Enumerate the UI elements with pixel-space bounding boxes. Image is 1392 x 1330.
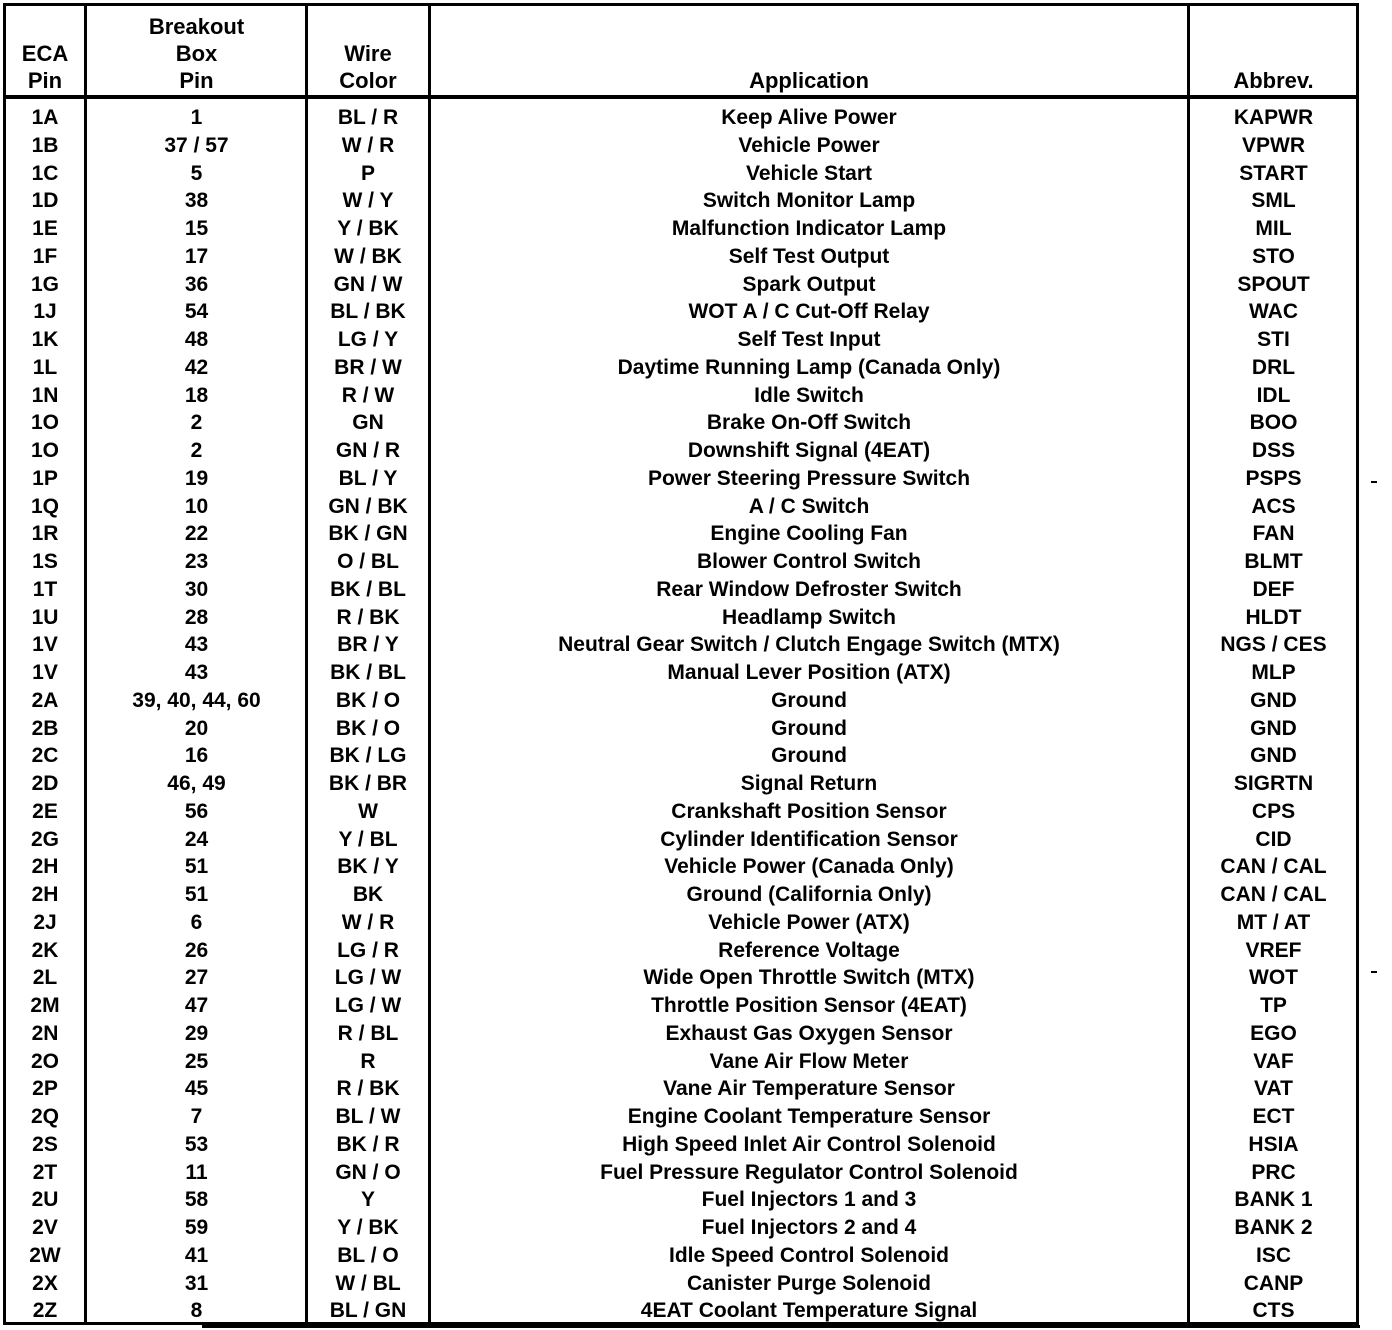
table-row xyxy=(0,1186,1360,1214)
eca-pin-cell: 1R xyxy=(31,522,59,546)
application-cell: Idle Speed Control Solenoid xyxy=(668,1243,949,1267)
table-row xyxy=(0,1214,1360,1242)
eca-pin-cell: 2U xyxy=(31,1188,59,1212)
application-cell: Vane Air Temperature Sensor xyxy=(663,1077,955,1101)
table-row xyxy=(0,826,1360,854)
eca-pin-cell: 2K xyxy=(31,938,59,962)
eca-pin-cell: 1V xyxy=(32,633,58,657)
wire-color-cell: BL / O xyxy=(337,1243,399,1267)
application-cell: Fuel Injectors 1 and 3 xyxy=(701,1188,917,1212)
table-row xyxy=(0,132,1360,160)
header-breakout-box-pin xyxy=(90,8,303,94)
eca-pin-cell: 2H xyxy=(31,883,59,906)
eca-pin-cell: 2S xyxy=(32,1132,58,1156)
abbrev-cell: CANP xyxy=(1243,1271,1304,1295)
header-breakout-line: Breakout xyxy=(148,14,245,39)
eca-pin-cell: 1L xyxy=(32,355,58,379)
breakout-pin-cell: 20 xyxy=(184,716,209,740)
abbrev-cell: KAPWR xyxy=(1233,106,1314,129)
table-row xyxy=(0,1159,1360,1187)
application-cell: Self Test Output xyxy=(728,244,890,268)
application-cell: Vehicle Start xyxy=(745,161,873,185)
table-row xyxy=(0,104,1360,132)
breakout-pin-cell: 18 xyxy=(184,383,209,407)
abbrev-cell: STI xyxy=(1257,328,1290,351)
abbrev-cell: WAC xyxy=(1249,300,1298,324)
abbrev-cell: MLP xyxy=(1251,661,1296,684)
application-cell: Ground xyxy=(771,688,847,712)
breakout-pin-cell: 39, 40, 44, 60 xyxy=(132,688,261,712)
breakout-pin-cell: 1 xyxy=(190,106,203,129)
eca-pin-cell: 1J xyxy=(33,300,57,324)
wire-color-cell: Y / BK xyxy=(337,217,399,240)
application-cell: Ground xyxy=(771,744,847,768)
breakout-pin-cell: 26 xyxy=(184,938,209,962)
abbrev-cell: VPWR xyxy=(1242,133,1305,157)
abbrev-cell: MIL xyxy=(1255,217,1292,240)
bottom-rule xyxy=(202,1325,1360,1328)
eca-pin-cell: 1N xyxy=(31,383,59,407)
abbrev-cell: IDL xyxy=(1256,383,1291,407)
wire-color-cell: GN / R xyxy=(335,439,401,462)
wire-color-cell: P xyxy=(360,161,375,185)
eca-pin-cell: 2C xyxy=(31,744,59,768)
wire-color-cell: BK / GN xyxy=(328,522,408,546)
abbrev-cell: VAT xyxy=(1254,1077,1293,1101)
eca-pin-cell: 1Q xyxy=(30,494,59,518)
abbrev-cell: VREF xyxy=(1245,938,1302,962)
abbrev-cell: CPS xyxy=(1251,799,1296,823)
table-row xyxy=(0,1103,1360,1131)
abbrev-cell: BANK 1 xyxy=(1234,1188,1313,1212)
application-cell: Daytime Running Lamp (Canada Only) xyxy=(617,355,1001,379)
breakout-pin-cell: 37 / 57 xyxy=(164,133,229,157)
abbrev-cell: DEF xyxy=(1252,577,1295,601)
eca-pin-cell: 2P xyxy=(32,1077,58,1101)
wire-color-cell: GN / O xyxy=(335,1160,401,1184)
breakout-pin-cell: 29 xyxy=(184,1021,209,1045)
wire-color-cell: W / R xyxy=(341,133,395,157)
abbrev-cell: EGO xyxy=(1250,1021,1297,1045)
application-cell: Exhaust Gas Oxygen Sensor xyxy=(665,1021,953,1045)
table-row xyxy=(0,604,1360,632)
breakout-pin-cell: 2 xyxy=(190,411,203,435)
margin-tick xyxy=(1371,481,1377,483)
wire-color-cell: BK / BL xyxy=(330,661,406,684)
breakout-pin-cell: 54 xyxy=(184,300,209,324)
wire-color-cell: Y / BL xyxy=(338,827,398,851)
abbrev-cell: DRL xyxy=(1251,355,1296,379)
breakout-pin-cell: 19 xyxy=(184,466,209,490)
abbrev-cell: NGS / CES xyxy=(1220,633,1327,657)
header-abbrev xyxy=(1191,8,1356,94)
application-cell: Throttle Position Sensor (4EAT) xyxy=(651,994,967,1017)
header-breakout-line: Box xyxy=(175,41,218,66)
breakout-pin-cell: 45 xyxy=(184,1077,209,1101)
table-row xyxy=(0,964,1360,992)
table-row xyxy=(0,548,1360,576)
application-cell: Fuel Pressure Regulator Control Solenoid xyxy=(600,1160,1018,1184)
wire-color-cell: LG / Y xyxy=(337,328,399,351)
application-cell: Manual Lever Position (ATX) xyxy=(667,661,951,684)
abbrev-cell: CID xyxy=(1255,827,1292,851)
wire-color-cell: GN xyxy=(352,411,384,435)
eca-pin-cell: 2O xyxy=(30,1049,59,1073)
wire-color-cell: BL / Y xyxy=(338,466,398,490)
table-row xyxy=(0,1020,1360,1048)
table-row xyxy=(0,520,1360,548)
application-cell: Engine Cooling Fan xyxy=(710,522,908,546)
breakout-pin-cell: 16 xyxy=(184,744,209,768)
application-cell: Wide Open Throttle Switch (MTX) xyxy=(643,966,975,990)
eca-pin-cell: 1U xyxy=(31,605,59,629)
eca-pin-cell: 1F xyxy=(32,244,58,268)
breakout-pin-cell: 31 xyxy=(184,1271,209,1295)
breakout-pin-cell: 28 xyxy=(184,605,209,629)
wire-color-cell: LG / R xyxy=(337,938,399,962)
eca-pin-cell: 2Q xyxy=(30,1105,59,1128)
table-row xyxy=(0,1131,1360,1159)
table-row xyxy=(0,853,1360,881)
eca-pin-cell: 1T xyxy=(32,577,58,601)
table-row xyxy=(0,437,1360,465)
eca-pin-cell: 1E xyxy=(32,217,58,240)
wire-color-cell: BK xyxy=(352,883,384,906)
application-cell: Self Test Input xyxy=(737,328,881,351)
table-row xyxy=(0,742,1360,770)
breakout-pin-cell: 8 xyxy=(190,1299,203,1323)
wire-color-cell: W xyxy=(358,799,378,823)
breakout-pin-cell: 56 xyxy=(184,799,209,823)
breakout-pin-cell: 22 xyxy=(184,522,209,546)
eca-pin-cell: 1B xyxy=(31,133,59,157)
abbrev-cell: HSIA xyxy=(1248,1132,1299,1156)
wire-color-cell: LG / W xyxy=(334,966,402,990)
application-cell: A / C Switch xyxy=(748,494,870,518)
abbrev-cell: GND xyxy=(1250,716,1297,740)
header-application xyxy=(433,8,1185,94)
table-row xyxy=(0,881,1360,909)
abbrev-cell: ISC xyxy=(1255,1243,1291,1267)
breakout-pin-cell: 53 xyxy=(184,1132,209,1156)
eca-pin-cell: 2M xyxy=(30,994,60,1017)
abbrev-cell: FAN xyxy=(1252,522,1295,546)
wire-color-cell: Y / BK xyxy=(337,1216,399,1239)
abbrev-cell: BOO xyxy=(1249,411,1298,435)
table-row xyxy=(0,687,1360,715)
abbrev-cell: TP xyxy=(1260,994,1287,1017)
wire-color-cell: W / Y xyxy=(342,189,394,213)
table-row xyxy=(0,770,1360,798)
wire-color-cell: R / BL xyxy=(337,1021,399,1045)
eca-pin-cell: 1P xyxy=(32,466,58,490)
application-cell: 4EAT Coolant Temperature Signal xyxy=(640,1299,978,1323)
eca-pin-cell: 1V xyxy=(32,661,58,684)
wire-color-cell: BL / BK xyxy=(330,300,406,324)
table-row xyxy=(0,992,1360,1020)
application-cell: Power Steering Pressure Switch xyxy=(647,466,971,490)
application-cell: Headlamp Switch xyxy=(722,605,896,629)
application-cell: Cylinder Identification Sensor xyxy=(660,827,958,851)
wire-color-cell: O / BL xyxy=(337,550,399,573)
table-body xyxy=(0,104,1360,1325)
application-cell: Rear Window Defroster Switch xyxy=(656,577,962,601)
wire-color-cell: R / W xyxy=(341,383,395,407)
abbrev-cell: MT / AT xyxy=(1236,910,1311,934)
abbrev-cell: STO xyxy=(1252,244,1295,268)
breakout-pin-cell: 43 xyxy=(184,633,209,657)
abbrev-cell: BANK 2 xyxy=(1234,1216,1313,1239)
abbrev-cell: PSPS xyxy=(1245,466,1302,490)
wire-color-cell: BK / BL xyxy=(330,577,406,601)
breakout-pin-cell: 27 xyxy=(184,966,209,990)
table-row xyxy=(0,631,1360,659)
abbrev-cell: CAN / CAL xyxy=(1220,855,1327,879)
wire-color-cell: BL / R xyxy=(337,106,399,129)
table-row xyxy=(0,465,1360,493)
application-cell: Fuel Injectors 2 and 4 xyxy=(701,1216,917,1239)
breakout-pin-cell: 17 xyxy=(184,244,209,268)
table-row xyxy=(0,1242,1360,1270)
eca-pin-cell: 2J xyxy=(33,910,57,934)
table-row xyxy=(0,715,1360,743)
breakout-pin-cell: 58 xyxy=(184,1188,209,1212)
breakout-pin-cell: 48 xyxy=(184,328,209,351)
header-wire-color-line: Wire xyxy=(344,41,392,66)
wire-color-cell: Y xyxy=(360,1188,375,1212)
application-cell: Downshift Signal (4EAT) xyxy=(687,439,931,462)
breakout-pin-cell: 42 xyxy=(184,355,209,379)
table-row xyxy=(0,493,1360,521)
eca-pin-cell: 2N xyxy=(31,1021,59,1045)
wire-color-cell: GN / W xyxy=(333,272,403,296)
header-application-line: Application xyxy=(749,68,869,93)
eca-pin-cell: 2A xyxy=(31,688,59,712)
wire-color-cell: LG / W xyxy=(334,994,402,1017)
application-cell: Idle Switch xyxy=(754,383,864,407)
table-row xyxy=(0,576,1360,604)
application-cell: High Speed Inlet Air Control Solenoid xyxy=(622,1132,996,1156)
breakout-pin-cell: 38 xyxy=(184,189,209,213)
breakout-pin-cell: 51 xyxy=(184,883,209,906)
wire-color-cell: BR / Y xyxy=(337,633,399,657)
application-cell: Spark Output xyxy=(742,272,876,296)
table-row xyxy=(0,187,1360,215)
eca-pin-cell: 2E xyxy=(32,799,58,823)
abbrev-cell: ACS xyxy=(1251,494,1296,518)
header-breakout-line: Pin xyxy=(179,68,214,93)
application-cell: Vehicle Power (ATX) xyxy=(708,910,910,934)
wire-color-cell: BK / O xyxy=(335,688,401,712)
breakout-pin-cell: 43 xyxy=(184,661,209,684)
wire-color-cell: W / R xyxy=(341,910,395,934)
header-wire-color xyxy=(309,8,427,94)
table-row xyxy=(0,298,1360,326)
application-cell: Crankshaft Position Sensor xyxy=(671,799,947,823)
wire-color-cell: R / BK xyxy=(336,1077,400,1101)
abbrev-cell: START xyxy=(1239,161,1308,185)
table-row xyxy=(0,326,1360,354)
breakout-pin-cell: 36 xyxy=(184,272,209,296)
table-row xyxy=(0,1297,1360,1325)
table-row xyxy=(0,909,1360,937)
application-cell: Brake On-Off Switch xyxy=(706,411,912,435)
abbrev-cell: PRC xyxy=(1251,1160,1296,1184)
table-row xyxy=(0,937,1360,965)
breakout-pin-cell: 7 xyxy=(190,1105,203,1128)
breakout-pin-cell: 10 xyxy=(184,494,209,518)
abbrev-cell: GND xyxy=(1250,688,1297,712)
breakout-pin-cell: 47 xyxy=(184,994,209,1017)
table-row xyxy=(0,1270,1360,1298)
table-row xyxy=(0,1075,1360,1103)
eca-pin-cell: 1G xyxy=(30,272,59,296)
application-cell: Ground (California Only) xyxy=(686,883,932,906)
table-row xyxy=(0,659,1360,687)
eca-pin-cell: 2B xyxy=(31,716,59,740)
application-cell: Vehicle Power xyxy=(738,133,880,157)
wire-color-cell: BK / BR xyxy=(328,772,408,795)
abbrev-cell: ECT xyxy=(1252,1105,1295,1128)
wire-color-cell: BL / W xyxy=(335,1105,401,1128)
breakout-pin-cell: 59 xyxy=(184,1216,209,1239)
breakout-pin-cell: 51 xyxy=(184,855,209,879)
eca-pin-cell: 1A xyxy=(31,106,59,129)
application-cell: WOT A / C Cut-Off Relay xyxy=(688,300,930,324)
abbrev-cell: SPOUT xyxy=(1237,272,1310,296)
eca-pin-cell: 2X xyxy=(32,1271,58,1295)
eca-pin-cell: 2D xyxy=(31,772,59,795)
eca-pin-cell: 2G xyxy=(30,827,59,851)
breakout-pin-cell: 23 xyxy=(184,550,209,573)
eca-pin-cell: 2L xyxy=(32,966,58,990)
table-row xyxy=(0,382,1360,410)
breakout-pin-cell: 25 xyxy=(184,1049,209,1073)
eca-pin-cell: 1D xyxy=(31,189,59,213)
eca-pin-cell: 2V xyxy=(32,1216,58,1239)
application-cell: Switch Monitor Lamp xyxy=(702,189,916,213)
abbrev-cell: HLDT xyxy=(1245,605,1302,629)
header-eca-pin-line: ECA xyxy=(21,41,69,66)
breakout-pin-cell: 6 xyxy=(190,910,203,934)
wire-color-cell: BK / Y xyxy=(337,855,399,879)
table-row xyxy=(0,160,1360,188)
eca-pin-cell: 2W xyxy=(29,1243,61,1267)
header-wire-color-line: Color xyxy=(339,68,397,93)
margin-tick xyxy=(1371,971,1377,973)
eca-pin-cell: 1K xyxy=(31,328,59,351)
eca-pin-cell: 1C xyxy=(31,161,59,185)
breakout-pin-cell: 15 xyxy=(184,217,209,240)
wire-color-cell: GN / BK xyxy=(328,494,408,518)
eca-pin-cell: 2Z xyxy=(32,1299,58,1323)
wire-color-cell: BK / O xyxy=(335,716,401,740)
wire-color-cell: BR / W xyxy=(334,355,402,379)
eca-pin-cell: 1S xyxy=(32,550,58,573)
table-row xyxy=(0,215,1360,243)
header-eca-pin xyxy=(6,8,84,94)
abbrev-cell: VAF xyxy=(1253,1049,1294,1073)
abbrev-cell: GND xyxy=(1250,744,1297,768)
header-abbrev-line: Abbrev. xyxy=(1233,68,1314,93)
table-row xyxy=(0,271,1360,299)
application-cell: Ground xyxy=(771,716,847,740)
application-cell: Neutral Gear Switch / Clutch Engage Switch (MTX) xyxy=(558,633,1060,657)
wire-color-cell: W / BL xyxy=(335,1271,401,1295)
breakout-pin-cell: 2 xyxy=(190,439,203,462)
wire-color-cell: BK / LG xyxy=(329,744,407,768)
breakout-pin-cell: 46, 49 xyxy=(167,772,226,795)
breakout-pin-cell: 30 xyxy=(184,577,209,601)
wire-color-cell: BK / R xyxy=(336,1132,400,1156)
abbrev-cell: SML xyxy=(1251,189,1296,213)
eca-pin-cell: 2T xyxy=(32,1160,58,1184)
wire-color-cell: R / BK xyxy=(336,605,400,629)
breakout-pin-cell: 11 xyxy=(185,1160,208,1184)
breakout-pin-cell: 41 xyxy=(184,1243,209,1267)
abbrev-cell: BLMT xyxy=(1244,550,1303,573)
table-row xyxy=(0,243,1360,271)
application-cell: Keep Alive Power xyxy=(721,106,897,129)
table-row xyxy=(0,354,1360,382)
breakout-pin-cell: 5 xyxy=(190,161,203,185)
header-divider xyxy=(3,95,1359,99)
application-cell: Vane Air Flow Meter xyxy=(709,1049,909,1073)
wire-color-cell: R xyxy=(360,1049,376,1073)
application-cell: Engine Coolant Temperature Sensor xyxy=(627,1105,991,1128)
wire-color-cell: BL / GN xyxy=(329,1299,407,1323)
abbrev-cell: CTS xyxy=(1252,1299,1295,1323)
abbrev-cell: SIGRTN xyxy=(1233,772,1314,795)
breakout-pin-cell: 24 xyxy=(184,827,209,851)
application-cell: Reference Voltage xyxy=(718,938,900,962)
table-row xyxy=(0,798,1360,826)
table-row xyxy=(0,409,1360,437)
table-row xyxy=(0,1048,1360,1076)
wire-color-cell: W / BK xyxy=(334,244,402,268)
eca-pin-cell: 1O xyxy=(30,411,59,435)
application-cell: Malfunction Indicator Lamp xyxy=(671,217,947,240)
eca-pin-cell: 1O xyxy=(30,439,59,462)
header-eca-pin-line: Pin xyxy=(27,68,63,93)
application-cell: Signal Return xyxy=(740,772,878,795)
abbrev-cell: CAN / CAL xyxy=(1220,883,1327,906)
abbrev-cell: DSS xyxy=(1251,439,1296,462)
application-cell: Blower Control Switch xyxy=(696,550,921,573)
application-cell: Canister Purge Solenoid xyxy=(687,1271,931,1295)
abbrev-cell: WOT xyxy=(1249,966,1298,990)
eca-pin-cell: 2H xyxy=(31,855,59,879)
application-cell: Vehicle Power (Canada Only) xyxy=(664,855,954,879)
